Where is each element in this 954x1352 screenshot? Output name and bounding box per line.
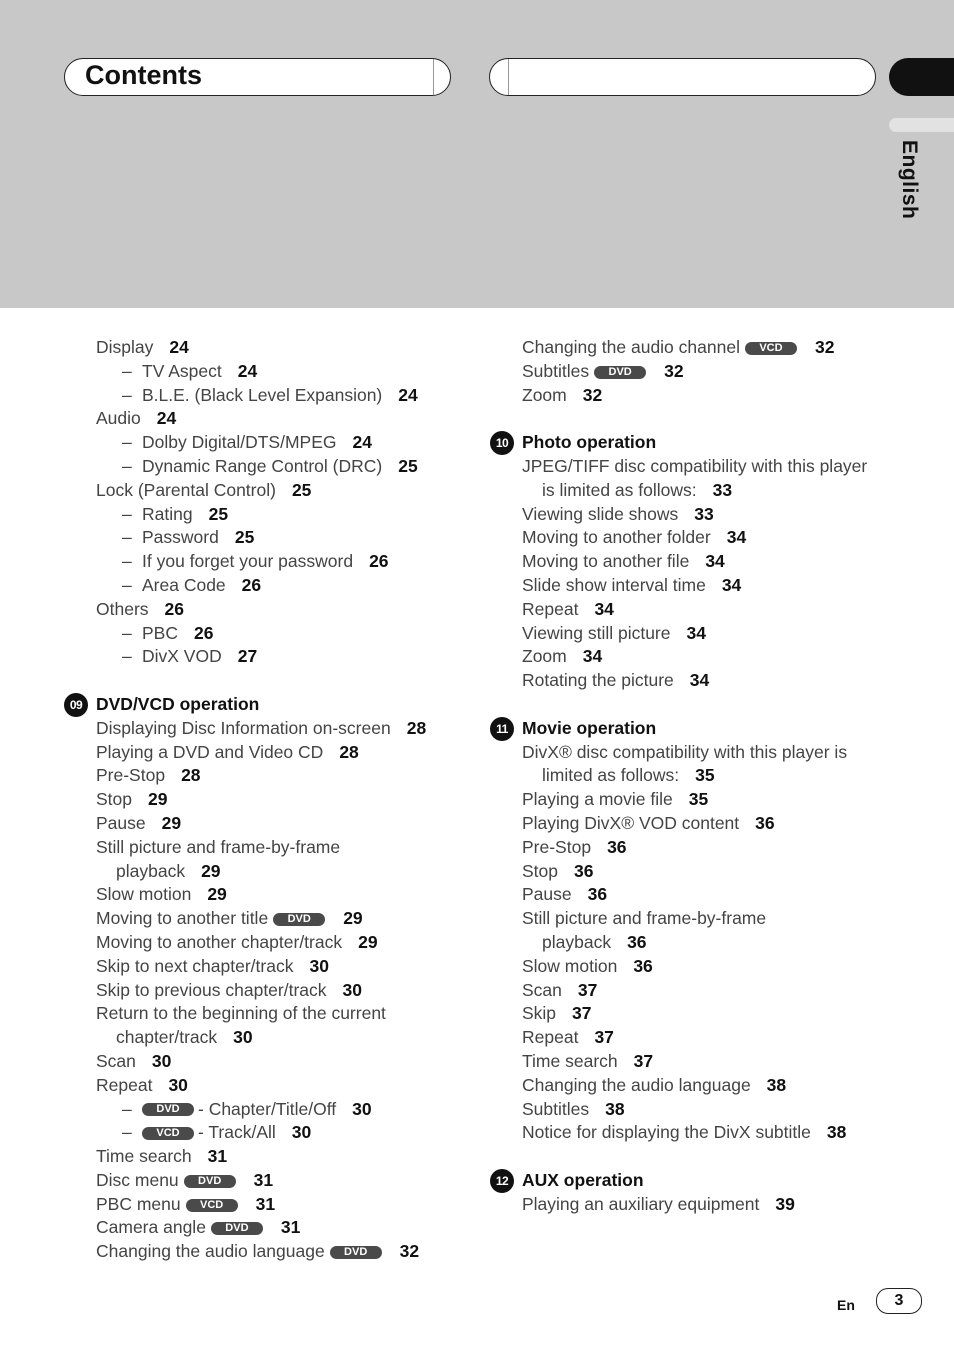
entry-dash: – <box>122 646 132 667</box>
entry-page-number: 26 <box>164 598 184 619</box>
entry-text: Repeat <box>96 1074 153 1095</box>
entry-page-number: 34 <box>582 646 603 667</box>
entry-text: Viewing slide shows <box>522 503 679 524</box>
toc-entry <box>62 431 482 455</box>
entry-text: - Chapter/Title/Off <box>198 1098 337 1119</box>
entry-page-number: 28 <box>181 765 201 786</box>
disc-type-badge: DVD <box>142 1103 194 1116</box>
disc-type-badge: DVD <box>211 1222 263 1235</box>
entry-page-number: 27 <box>237 646 258 667</box>
toc-entry <box>488 550 908 574</box>
entry-page-number: 36 <box>587 884 608 905</box>
section-title: Movie operation <box>522 717 657 738</box>
entry-text: Playing a movie file <box>522 789 673 810</box>
toc-entry <box>488 336 908 360</box>
entry-page-number: 24 <box>237 360 258 381</box>
disc-type-badge: VCD <box>745 342 797 355</box>
entry-text: chapter/track <box>116 1027 218 1048</box>
entry-text: Subtitles <box>522 360 590 381</box>
entry-text: Time search <box>96 1146 192 1167</box>
entry-page-number: 31 <box>253 1169 274 1190</box>
entry-text: - Track/All <box>198 1122 276 1143</box>
toc-entry <box>62 622 482 646</box>
entry-text: Notice for displaying the DivX subtitle <box>522 1122 811 1143</box>
entry-page-number: 36 <box>607 836 627 857</box>
toc-entry <box>488 1074 908 1098</box>
toc-entry <box>62 764 482 788</box>
toc-entry <box>488 883 908 907</box>
toc-entry <box>62 550 482 574</box>
toc-entry <box>62 407 482 431</box>
disc-type-badge: DVD <box>594 366 646 379</box>
toc-entry <box>62 360 482 384</box>
entry-page-number: 24 <box>169 337 189 357</box>
entry-text: JPEG/TIFF disc compatibility with this player <box>522 455 868 476</box>
entry-page-number: 28 <box>339 741 359 762</box>
section-number-badge: 10 <box>490 431 514 455</box>
entry-page-number: 30 <box>151 1050 172 1071</box>
entry-dash: – <box>122 574 132 595</box>
entry-text: playback <box>116 860 186 881</box>
toc-entry <box>488 526 908 550</box>
entry-text: If you forget your password <box>142 551 354 572</box>
entry-dash: – <box>122 384 132 405</box>
entry-text: Display <box>96 337 154 357</box>
entry-text: Rating <box>142 503 193 524</box>
entry-text: Slide show interval time <box>522 574 706 595</box>
toc-entry <box>488 479 908 503</box>
entry-page-number: 34 <box>705 551 725 572</box>
entry-page-number: 37 <box>572 1003 592 1024</box>
toc-entry <box>62 860 482 884</box>
entry-dash: – <box>122 551 132 572</box>
entry-text: is limited as follows: <box>542 479 697 500</box>
toc-entry <box>488 574 908 598</box>
language-label: English <box>898 140 921 220</box>
entry-page-number: 37 <box>594 1027 614 1048</box>
entry-page-number: 29 <box>161 812 182 833</box>
entry-page-number: 26 <box>369 551 389 572</box>
entry-dash: – <box>122 432 132 453</box>
section-gap <box>62 669 482 693</box>
toc-entry <box>62 598 482 622</box>
entry-text: Return to the beginning of the current <box>96 1003 386 1024</box>
toc-entry <box>488 955 908 979</box>
entry-text: playback <box>542 931 612 952</box>
toc-entry <box>62 1169 482 1193</box>
toc-entry <box>488 669 908 693</box>
disc-type-badge: VCD <box>142 1127 194 1140</box>
entry-text: Dolby Digital/DTS/MPEG <box>142 432 337 453</box>
entry-page-number: 32 <box>664 360 684 381</box>
toc-entry <box>62 1074 482 1098</box>
entry-text: Moving to another file <box>522 551 690 572</box>
entry-page-number: 38 <box>826 1122 847 1143</box>
toc-left-column <box>62 336 482 1264</box>
footer-lang-code: En <box>837 1297 855 1313</box>
entry-page-number: 25 <box>234 527 255 548</box>
entry-page-number: 24 <box>398 384 418 405</box>
toc-entry <box>62 955 482 979</box>
entry-dash: – <box>122 360 132 381</box>
entry-text: Still picture and frame-by-frame <box>96 836 341 857</box>
entry-text: Time search <box>522 1050 618 1071</box>
entry-page-number: 35 <box>688 789 709 810</box>
toc-entry <box>62 384 482 408</box>
entry-text: PBC <box>142 622 178 643</box>
entry-dash: – <box>122 503 132 524</box>
section-gap <box>488 693 908 717</box>
section-heading <box>62 693 482 717</box>
toc-entry <box>62 907 482 931</box>
disc-type-badge: VCD <box>186 1199 238 1212</box>
entry-text: Rotating the picture <box>522 670 674 691</box>
toc-entry <box>488 455 908 479</box>
entry-text: Pause <box>96 812 146 833</box>
entry-text: Stop <box>96 789 132 810</box>
entry-text: Moving to another title <box>96 908 269 929</box>
entry-page-number: 25 <box>208 503 229 524</box>
page-title: Contents <box>85 60 202 90</box>
toc-entry <box>488 598 908 622</box>
entry-text: Others <box>96 598 149 619</box>
entry-page-number: 34 <box>594 598 614 619</box>
entry-text: Subtitles <box>522 1098 590 1119</box>
entry-page-number: 36 <box>633 955 653 976</box>
entry-text: Stop <box>522 860 558 881</box>
section-number-badge: 11 <box>490 717 514 741</box>
header-band <box>0 0 954 308</box>
entry-text: Pause <box>522 884 572 905</box>
toc-right-column <box>488 336 908 1216</box>
section-gap <box>488 407 908 431</box>
entry-page-number: 30 <box>342 979 362 1000</box>
toc-entry <box>62 1240 482 1264</box>
toc-entry <box>488 788 908 812</box>
toc-entry <box>488 622 908 646</box>
title-pill <box>64 58 451 96</box>
entry-page-number: 36 <box>627 931 647 952</box>
section-black-tab <box>889 58 954 96</box>
toc-entry <box>488 503 908 527</box>
entry-text: Dynamic Range Control (DRC) <box>142 455 383 476</box>
toc-entry <box>488 860 908 884</box>
toc-entry <box>62 1121 482 1145</box>
entry-text: DivX VOD <box>142 646 222 667</box>
toc-entry <box>488 836 908 860</box>
entry-page-number: 36 <box>574 860 594 881</box>
entry-page-number: 33 <box>694 503 714 524</box>
entry-page-number: 26 <box>193 622 214 643</box>
entry-page-number: 34 <box>726 527 747 548</box>
entry-page-number: 34 <box>686 622 706 643</box>
entry-dash: – <box>122 455 132 476</box>
entry-page-number: 32 <box>814 337 835 357</box>
toc-entry <box>62 717 482 741</box>
entry-text: Viewing still picture <box>522 622 671 643</box>
entry-text: Zoom <box>522 646 567 667</box>
entry-page-number: 33 <box>712 479 733 500</box>
entry-page-number: 24 <box>352 432 372 453</box>
toc-entry <box>488 931 908 955</box>
blank-pill-divider <box>508 59 509 95</box>
entry-text: Repeat <box>522 598 579 619</box>
entry-page-number: 37 <box>633 1050 654 1071</box>
entry-text: Changing the audio language <box>522 1074 751 1095</box>
toc-entry <box>488 764 908 788</box>
toc-entry <box>62 479 482 503</box>
entry-text: Changing the audio channel <box>522 337 740 357</box>
entry-text: Password <box>142 527 219 548</box>
toc-entry <box>488 360 908 384</box>
toc-entry <box>62 1050 482 1074</box>
toc-entry <box>62 883 482 907</box>
toc-entry <box>488 1098 908 1122</box>
entry-dash: – <box>122 1122 132 1143</box>
entry-page-number: 31 <box>280 1217 301 1238</box>
entry-page-number: 37 <box>577 979 598 1000</box>
toc-entry <box>62 788 482 812</box>
entry-text: Audio <box>96 408 141 429</box>
entry-dash: – <box>122 1098 132 1119</box>
toc-entry <box>62 574 482 598</box>
entry-dash: – <box>122 527 132 548</box>
section-number-badge: 12 <box>490 1169 514 1193</box>
entry-text: Moving to another chapter/track <box>96 931 343 952</box>
blank-pill <box>489 58 876 96</box>
entry-text: limited as follows: <box>542 765 680 786</box>
toc-entry <box>488 1193 908 1217</box>
toc-entry <box>62 1193 482 1217</box>
entry-text: Playing DivX® VOD content <box>522 812 740 833</box>
entry-page-number: 34 <box>689 670 710 691</box>
entry-text: Scan <box>96 1050 136 1071</box>
section-heading <box>488 1169 908 1193</box>
toc-entry <box>62 1145 482 1169</box>
entry-text: Still picture and frame-by-frame <box>522 908 767 929</box>
section-title: DVD/VCD operation <box>96 693 260 714</box>
entry-text: Pre-Stop <box>522 836 592 857</box>
toc-entry <box>62 1002 482 1026</box>
entry-page-number: 29 <box>207 884 227 905</box>
toc-entry <box>488 645 908 669</box>
language-tab <box>889 118 954 132</box>
toc-entry <box>488 384 908 408</box>
entry-page-number: 29 <box>358 931 378 952</box>
entry-page-number: 35 <box>695 765 715 786</box>
toc-entry <box>62 836 482 860</box>
entry-dash: – <box>122 622 132 643</box>
toc-entry <box>62 1216 482 1240</box>
entry-page-number: 25 <box>291 479 312 500</box>
entry-page-number: 29 <box>148 789 168 810</box>
entry-text: Disc menu <box>96 1169 179 1190</box>
entry-text: TV Aspect <box>142 360 222 381</box>
entry-page-number: 31 <box>207 1146 228 1167</box>
entry-page-number: 28 <box>406 717 427 738</box>
entry-text: Lock (Parental Control) <box>96 479 276 500</box>
entry-text: Displaying Disc Information on-screen <box>96 717 391 738</box>
footer-page-number: 3 <box>876 1288 922 1314</box>
disc-type-badge: DVD <box>330 1246 382 1259</box>
toc-entry <box>488 1026 908 1050</box>
entry-page-number: 31 <box>255 1193 276 1214</box>
entry-page-number: 30 <box>309 955 329 976</box>
entry-text: Scan <box>522 979 562 1000</box>
entry-text: DivX® disc compatibility with this player is <box>522 741 848 762</box>
entry-text: Camera angle <box>96 1217 206 1238</box>
section-title: AUX operation <box>522 1169 644 1190</box>
entry-page-number: 30 <box>233 1027 253 1048</box>
entry-text: Moving to another folder <box>522 527 711 548</box>
entry-page-number: 32 <box>582 384 603 405</box>
entry-page-number: 24 <box>156 408 177 429</box>
toc-entry <box>488 979 908 1003</box>
entry-page-number: 29 <box>343 908 363 929</box>
toc-entry <box>488 1050 908 1074</box>
entry-page-number: 30 <box>352 1098 372 1119</box>
entry-text: Repeat <box>522 1027 579 1048</box>
entry-page-number: 32 <box>399 1241 420 1262</box>
toc-entry <box>488 1002 908 1026</box>
entry-text: B.L.E. (Black Level Expansion) <box>142 384 383 405</box>
entry-page-number: 36 <box>755 812 775 833</box>
entry-text: PBC menu <box>96 1193 181 1214</box>
disc-type-badge: DVD <box>273 913 325 926</box>
toc-entry <box>62 741 482 765</box>
entry-text: Changing the audio language <box>96 1241 325 1262</box>
toc-entry <box>62 645 482 669</box>
toc-entry <box>62 931 482 955</box>
entry-page-number: 38 <box>766 1074 787 1095</box>
toc-entry <box>62 979 482 1003</box>
entry-text: Area Code <box>142 574 226 595</box>
entry-text: Slow motion <box>96 884 192 905</box>
section-title: Photo operation <box>522 432 657 453</box>
entry-page-number: 25 <box>398 455 418 476</box>
entry-page-number: 34 <box>721 574 742 595</box>
entry-text: Skip to next chapter/track <box>96 955 294 976</box>
entry-text: Pre-Stop <box>96 765 166 786</box>
entry-page-number: 30 <box>168 1074 188 1095</box>
disc-type-badge: DVD <box>184 1175 236 1188</box>
title-pill-divider <box>433 59 434 95</box>
entry-page-number: 30 <box>291 1122 312 1143</box>
entry-page-number: 39 <box>775 1193 795 1214</box>
entry-text: Playing a DVD and Video CD <box>96 741 324 762</box>
toc-entry <box>62 455 482 479</box>
toc-entry <box>488 741 908 765</box>
toc-entry <box>62 526 482 550</box>
section-heading <box>488 431 908 455</box>
entry-page-number: 26 <box>241 574 262 595</box>
entry-page-number: 38 <box>605 1098 625 1119</box>
section-gap <box>488 1145 908 1169</box>
section-heading <box>488 717 908 741</box>
toc-entry <box>62 1098 482 1122</box>
toc-entry <box>62 336 482 360</box>
entry-page-number: 29 <box>201 860 221 881</box>
toc-entry <box>62 1026 482 1050</box>
entry-text: Skip to previous chapter/track <box>96 979 327 1000</box>
entry-text: Slow motion <box>522 955 618 976</box>
section-number-badge: 09 <box>64 693 88 717</box>
entry-text: Playing an auxiliary equipment <box>522 1193 760 1214</box>
toc-entry <box>488 907 908 931</box>
toc-entry <box>62 812 482 836</box>
toc-entry <box>62 503 482 527</box>
toc-entry <box>488 812 908 836</box>
entry-text: Zoom <box>522 384 567 405</box>
toc-entry <box>488 1121 908 1145</box>
entry-text: Skip <box>522 1003 557 1024</box>
